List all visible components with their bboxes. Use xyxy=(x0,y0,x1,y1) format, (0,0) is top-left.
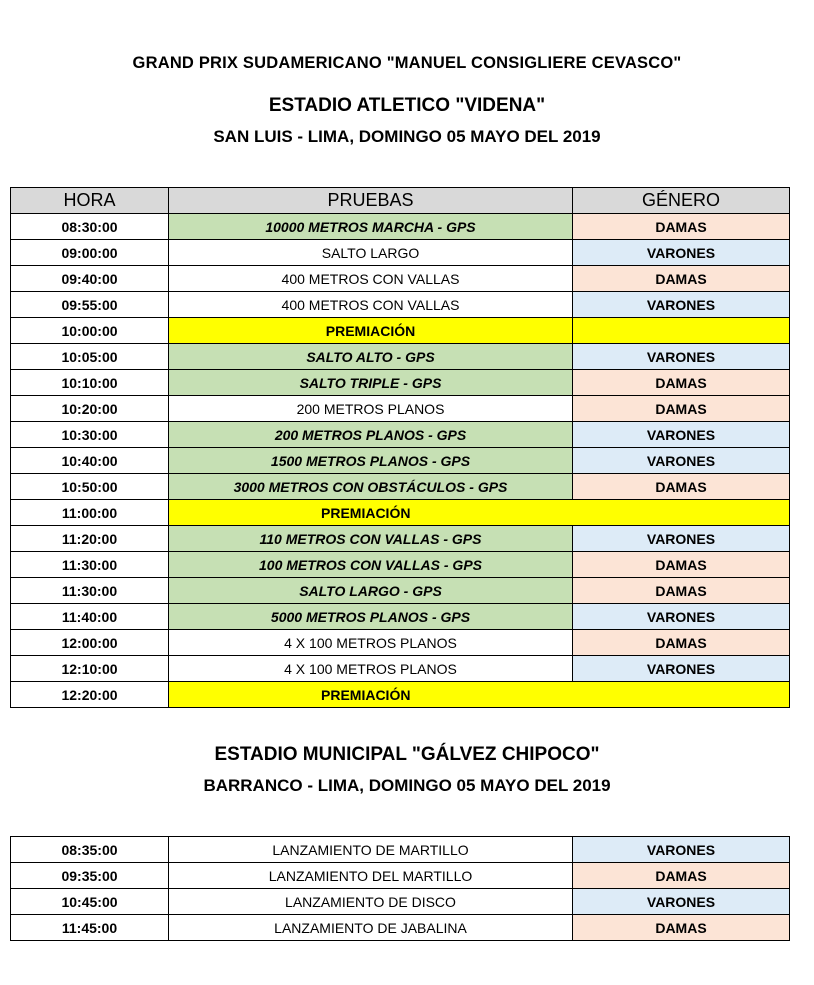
cell-genero: DAMAS xyxy=(573,370,790,396)
table-row xyxy=(11,422,790,448)
venue2-name: ESTADIO MUNICIPAL "GÁLVEZ CHIPOCO" xyxy=(214,744,600,765)
cell-hora: 12:10:00 xyxy=(11,656,169,682)
cell-genero: DAMAS xyxy=(573,578,790,604)
cell-hora: 11:00:00 xyxy=(11,500,169,526)
table-row xyxy=(11,266,790,292)
cell-prueba: SALTO TRIPLE - GPS xyxy=(169,370,573,396)
cell-genero: VARONES xyxy=(573,837,790,863)
cell-hora: 11:20:00 xyxy=(11,526,169,552)
cell-hora: 09:00:00 xyxy=(11,240,169,266)
cell-hora: 10:40:00 xyxy=(11,448,169,474)
table-row xyxy=(11,448,790,474)
schedule-table-galvez xyxy=(10,836,790,941)
table-row xyxy=(11,318,790,344)
header-pruebas: PRUEBAS xyxy=(169,188,573,214)
cell-prueba: LANZAMIENTO DEL MARTILLO xyxy=(169,863,573,889)
page-title: GRAND PRIX SUDAMERICANO "MANUEL CONSIGLIERE CEVASCO" xyxy=(132,54,682,72)
cell-prueba: 3000 METROS CON OBSTÁCULOS - GPS xyxy=(169,474,573,500)
cell-genero: VARONES xyxy=(573,448,790,474)
table-row xyxy=(11,240,790,266)
cell-hora: 10:00:00 xyxy=(11,318,169,344)
venue1-location: SAN LUIS - LIMA, DOMINGO 05 MAYO DEL 2019 xyxy=(213,127,601,146)
cell-prueba: PREMIACIÓN xyxy=(169,500,790,526)
cell-genero: VARONES xyxy=(573,240,790,266)
cell-hora: 08:35:00 xyxy=(11,837,169,863)
cell-genero: VARONES xyxy=(573,604,790,630)
cell-prueba: LANZAMIENTO DE MARTILLO xyxy=(169,837,573,863)
cell-genero: DAMAS xyxy=(573,396,790,422)
table-row xyxy=(11,837,790,863)
cell-prueba: 200 METROS PLANOS xyxy=(169,396,573,422)
schedule-table-videna xyxy=(10,187,790,708)
cell-prueba: LANZAMIENTO DE JABALINA xyxy=(169,915,573,941)
header-genero: GÉNERO xyxy=(573,188,790,214)
venue2-location: BARRANCO - LIMA, DOMINGO 05 MAYO DEL 2019 xyxy=(203,776,611,795)
cell-prueba: PREMIACIÓN xyxy=(169,682,790,708)
cell-hora: 12:00:00 xyxy=(11,630,169,656)
cell-genero xyxy=(573,318,790,344)
table-row xyxy=(11,474,790,500)
venue1-name: ESTADIO ATLETICO "VIDENA" xyxy=(268,95,546,116)
cell-hora: 10:50:00 xyxy=(11,474,169,500)
cell-hora: 10:05:00 xyxy=(11,344,169,370)
cell-hora: 08:30:00 xyxy=(11,214,169,240)
cell-prueba: 110 METROS CON VALLAS - GPS xyxy=(169,526,573,552)
cell-prueba: SALTO LARGO xyxy=(169,240,573,266)
table-row xyxy=(11,630,790,656)
table-row xyxy=(11,604,790,630)
cell-hora: 10:10:00 xyxy=(11,370,169,396)
cell-prueba: SALTO LARGO - GPS xyxy=(169,578,573,604)
header-hora: HORA xyxy=(11,188,169,214)
table-row xyxy=(11,915,790,941)
cell-genero: VARONES xyxy=(573,889,790,915)
cell-genero: DAMAS xyxy=(573,474,790,500)
table-row xyxy=(11,889,790,915)
cell-prueba: 1500 METROS PLANOS - GPS xyxy=(169,448,573,474)
cell-prueba: 4 X 100 METROS PLANOS xyxy=(169,656,573,682)
table-row xyxy=(11,500,790,526)
cell-hora: 09:35:00 xyxy=(11,863,169,889)
cell-prueba: 5000 METROS PLANOS - GPS xyxy=(169,604,573,630)
cell-genero: VARONES xyxy=(573,656,790,682)
table-row xyxy=(11,682,790,708)
cell-genero: VARONES xyxy=(573,422,790,448)
table-row xyxy=(11,656,790,682)
cell-genero: DAMAS xyxy=(573,630,790,656)
table-row xyxy=(11,396,790,422)
table-row xyxy=(11,292,790,318)
cell-prueba: 100 METROS CON VALLAS - GPS xyxy=(169,552,573,578)
cell-hora: 11:45:00 xyxy=(11,915,169,941)
cell-genero: DAMAS xyxy=(573,266,790,292)
table-header-row xyxy=(11,188,790,214)
cell-hora: 10:20:00 xyxy=(11,396,169,422)
cell-prueba: PREMIACIÓN xyxy=(169,318,573,344)
cell-prueba: 400 METROS CON VALLAS xyxy=(169,266,573,292)
cell-genero: VARONES xyxy=(573,292,790,318)
cell-hora: 09:40:00 xyxy=(11,266,169,292)
cell-prueba: SALTO ALTO - GPS xyxy=(169,344,573,370)
cell-genero: VARONES xyxy=(573,344,790,370)
cell-hora: 12:20:00 xyxy=(11,682,169,708)
table-row xyxy=(11,214,790,240)
cell-genero: DAMAS xyxy=(573,214,790,240)
table-row xyxy=(11,552,790,578)
cell-genero: DAMAS xyxy=(573,863,790,889)
table-row xyxy=(11,370,790,396)
cell-prueba: 200 METROS PLANOS - GPS xyxy=(169,422,573,448)
table-row xyxy=(11,344,790,370)
cell-prueba: LANZAMIENTO DE DISCO xyxy=(169,889,573,915)
cell-hora: 10:45:00 xyxy=(11,889,169,915)
cell-prueba: 400 METROS CON VALLAS xyxy=(169,292,573,318)
table-row xyxy=(11,578,790,604)
cell-hora: 11:30:00 xyxy=(11,552,169,578)
cell-genero: VARONES xyxy=(573,526,790,552)
table-row xyxy=(11,526,790,552)
cell-prueba: 4 X 100 METROS PLANOS xyxy=(169,630,573,656)
cell-hora: 09:55:00 xyxy=(11,292,169,318)
cell-hora: 11:30:00 xyxy=(11,578,169,604)
table-row xyxy=(11,863,790,889)
cell-genero: DAMAS xyxy=(573,915,790,941)
cell-hora: 10:30:00 xyxy=(11,422,169,448)
cell-hora: 11:40:00 xyxy=(11,604,169,630)
cell-genero: DAMAS xyxy=(573,552,790,578)
cell-prueba: 10000 METROS MARCHA - GPS xyxy=(169,214,573,240)
